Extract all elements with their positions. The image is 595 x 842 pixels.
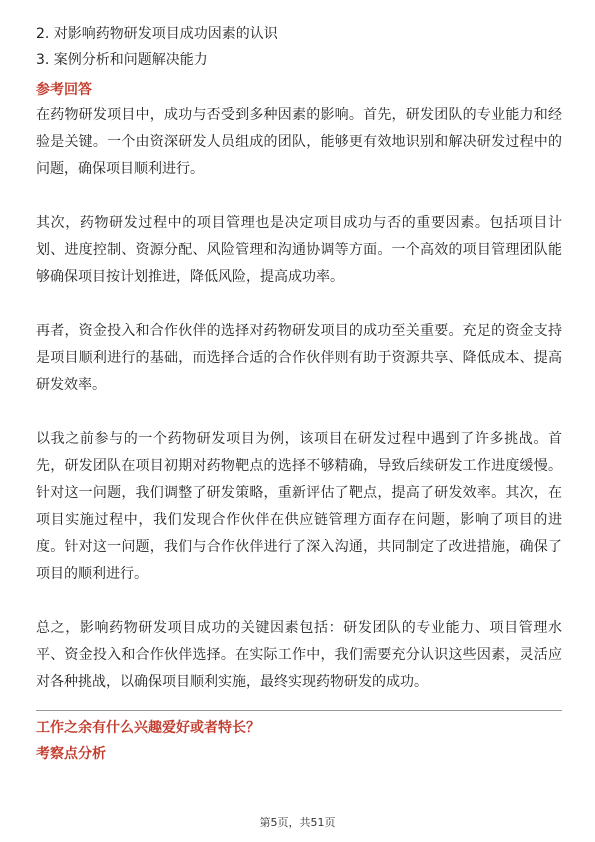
answer-paragraph-2: 其次，药物研发过程中的项目管理也是决定项目成功与否的重要因素。包括项目计划、进度控制、资源分配、风险管理和沟通协调等方面。一个高效的项目管理团队能够确保项目按计划推进，降低风险，提高成功率。 bbox=[36, 215, 562, 285]
list-item-2: 2. 对影响药物研发项目成功因素的认识 bbox=[36, 26, 278, 42]
answer-paragraph-1: 在药物研发项目中，成功与否受到多种因素的影响。首先，研发团队的专业能力和经验是关键。一个由资深研发人员组成的团队，能够更有效地识别和解决研发过程中的问题，确保项目顺利进行。 bbox=[36, 107, 562, 177]
list-item-3: 3. 案例分析和问题解决能力 bbox=[36, 52, 208, 68]
page-content bbox=[36, 22, 562, 767]
answer-paragraph-5: 总之，影响药物研发项目成功的关键因素包括：研发团队的专业能力、项目管理水平、资金投入和合作伙伴选择。在实际工作中，我们需要充分认识这些因素，灵活应对各种挑战，以确保项目顺利实施，最终实现药物研发的成功。 bbox=[36, 620, 562, 690]
next-question-title: 工作之余有什么兴趣爱好或者特长？ bbox=[36, 720, 260, 736]
answer-paragraph-4: 以我之前参与的一个药物研发项目为例，该项目在研发过程中遇到了许多挑战。首先，研发团队在项目初期对药物靶点的选择不够精确，导致后续研发工作进度缓慢。针对这一问题，我们调整了研发策略，重新评估了靶点，提高了研发效率。其次，在项目实施过程中，我们发现合作伙伴在供应链管理方面存在问题，影响了项目的进度。针对这一问题，我们与合作伙伴进行了深入沟通，共同制定了改进措施，确保了项目的顺利进行。 bbox=[36, 431, 562, 582]
section-divider bbox=[36, 710, 562, 711]
page-number-footer: 第5页，共51页 bbox=[259, 816, 336, 829]
answer-label: 参考回答 bbox=[36, 82, 92, 98]
analysis-label: 考察点分析 bbox=[36, 746, 106, 762]
answer-paragraph-3: 再者，资金投入和合作伙伴的选择对药物研发项目的成功至关重要。充足的资金支持是项目顺利进行的基础，而选择合适的合作伙伴则有助于资源共享、降低成本、提高研发效率。 bbox=[36, 323, 562, 393]
